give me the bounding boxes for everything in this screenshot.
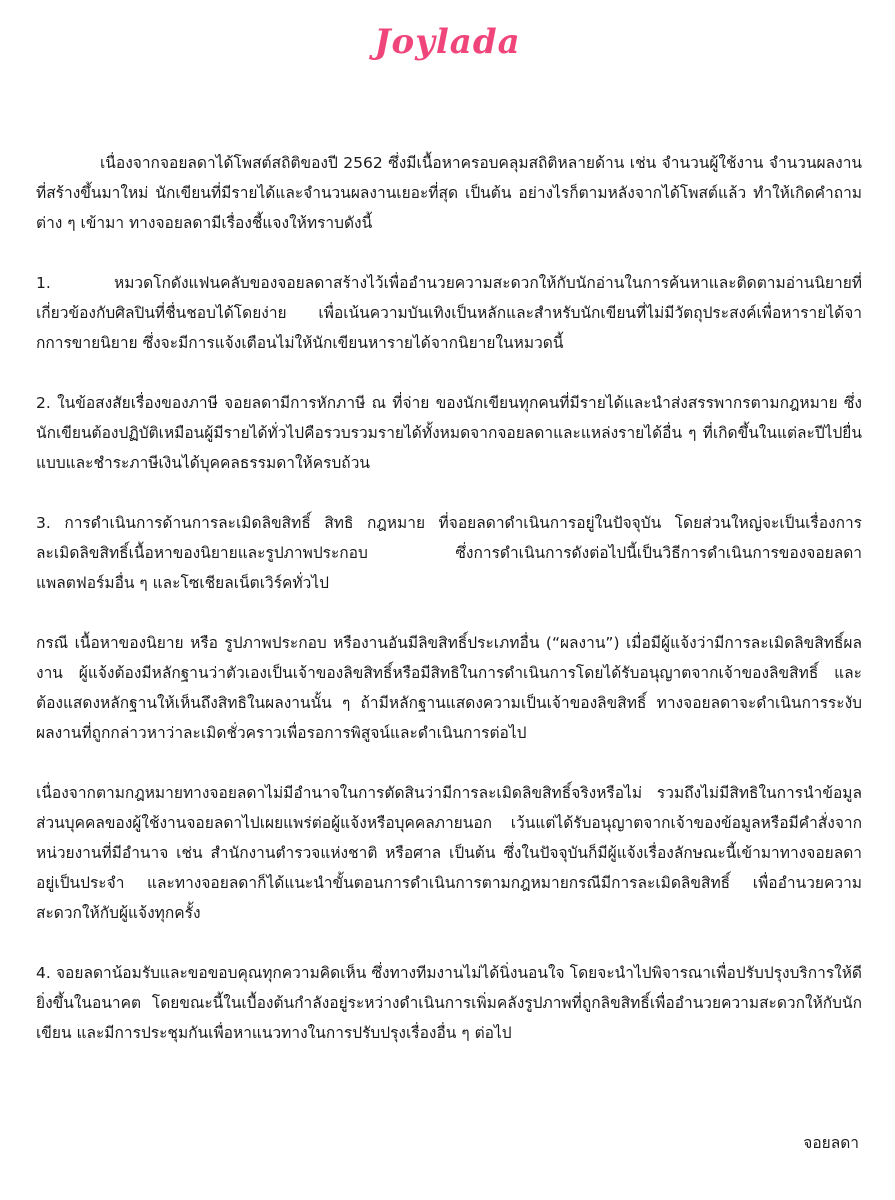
paragraph-item-4: 4. จอยลดาน้อมรับและขอขอบคุณทุกความคิดเห็น ซึ่งทางทีมงานไม่ได้นิ่งนอนใจ โดยจะนำไปพิจารณาเพื่อปรับปรุงบริการให้ดียิ่งขึ้นในอนาคต โดยขณะนี้ในเบื้องต้นกำลังอยู่ระหว่างดำเนินการเพิ่มคลังรูปภาพที่ถูกลิขสิทธิ์เพื่ออำนวยความสะดวกให้กับนักเขียน และมีการประชุมกันเพื่อหาแนวทางในการปรับปรุงเรื่องอื่น ๆ ต่อไป: [36, 964, 862, 1042]
intro-paragraph: เนื่องจากจอยลดาได้โพสต์สถิติของปี 2562 ซึ่งมีเนื้อหาครอบคลุมสถิติหลายด้าน เช่น จำนวนผู้ใช้งาน จำนวนผลงานที่สร้างขึ้นมาใหม่ นักเขียนที่มีรายได้และจำนวนผลงานเยอะที่สุด เป็นต้น อย่างไรก็ตามหลังจากได้โพสต์แล้ว ทำให้เกิดคำถามต่าง ๆ เข้ามา ทางจอยลดามีเรื่องชี้แจงให้ทราบดังนี้: [36, 154, 862, 232]
paragraph-copyright-case: กรณี เนื้อหาของนิยาย หรือ รูปภาพประกอบ หรืองานอันมีลิขสิทธิ์ประเภทอื่น (“ผลงาน”) เมื่อมีผู้แจ้งว่ามีการละเมิดลิขสิทธิ์ผลงาน ผู้แจ้งต้องมีหลักฐานว่าตัวเองเป็นเจ้าของลิขสิทธิ์หรือมีสิทธิในการดำเนินการโดยได้รับอนุญาตจากเจ้าของลิขสิทธิ์ และต้องแสดงหลักฐานให้เห็นถึงสิทธิในผลงานนั้น ๆ ถ้ามีหลักฐานแสดงความเป็นเจ้าของลิขสิทธิ์ ทางจอยลดาจะดำเนินการระงับผลงานที่ถูกกล่าวหาว่าละเมิดชั่วคราวเพื่อรอการพิสูจน์และดำเนินการต่อไป: [36, 634, 862, 742]
announcement-body: [36, 148, 862, 1078]
paragraph-item-2: 2. ในข้อสงสัยเรื่องของภาษี จอยลดามีการหักภาษี ณ ที่จ่าย ของนักเขียนทุกคนที่มีรายได้และนำส่งสรรพากรตามกฎหมาย ซึ่งนักเขียนต้องปฏิบัติเหมือนผู้มีรายได้ทั่วไปคือรวบรวมรายได้ทั้งหมดจากจอยลดาและแหล่งรายได้อื่น ๆ ที่เกิดขึ้นในแต่ละปีไปยื่นแบบและชำระภาษีเงินได้บุคคลธรรมดาให้ครบถ้วน: [36, 394, 862, 472]
paragraph-item-1: 1. หมวดโกดังแฟนคลับของจอยลดาสร้างไว้เพื่ออำนวยความสะดวกให้กับนักอ่านในการค้นหาและติดตามอ่านนิยายที่เกี่ยวข้องกับศิลปินที่ชื่นชอบได้โดยง่าย เพื่อเน้นความบันเทิงเป็นหลักและสำหรับนักเขียนที่ไม่มีวัตถุประสงค์เพื่อหารายได้จา กการขายนิยาย ซึ่งจะมีการแจ้งเตือนไม่ให้นักเขียนหารายได้จากนิยายในหมวดนี้: [36, 274, 862, 352]
signature: จอยลดา: [803, 1134, 859, 1152]
paragraph-legal-limits: เนื่องจากตามกฎหมายทางจอยลดาไม่มีอำนาจในการตัดสินว่ามีการละเมิดลิขสิทธิ์จริงหรือไม่ รวมถึงไม่มีสิทธิในการนำข้อมูลส่วนบุคคลของผู้ใช้งานจอยลดาไปเผยแพร่ต่อผู้แจ้งหรือบุคคลภายนอก เว้นแต่ได้รับอนุญาตจากเจ้าของข้อมูลหรือมีคำสั่งจากหน่วยงานที่มีอำนาจ เช่น สำนักงานตำรวจแห่งชาติ หรือศาล เป็นต้น ซึ่งในปัจจุบันก็มีผู้แจ้งเรื่องลักษณะนี้เข้ามาทางจอยลดาอยู่เป็นประจำ และทางจอยลดาก็ได้แนะนำขั้นตอนการดำเนินการตามกฎหมายกรณีมีการละเมิดลิขสิทธิ์ เพื่ออำนวยความสะดวกให้กับผู้แจ้งทุกครั้ง: [36, 784, 862, 922]
joylada-logo: [0, 22, 895, 62]
logo-text: Joylada: [374, 22, 521, 62]
paragraph-item-3: 3. การดำเนินการด้านการละเมิดลิขสิทธิ์ สิทธิ กฎหมาย ที่จอยลดาดำเนินการอยู่ในปัจจุบัน โดยส่วนใหญ่จะเป็นเรื่องการละเมิดลิขสิทธิ์เนื้อหาของนิยายและรูปภาพประกอบ ซึ่งการดำเนินการดังต่อไปนี้เป็นวิธีการดำเนินการของจอยลดา แพลตฟอร์มอื่น ๆ และโซเชียลเน็ตเวิร์คทั่วไป: [36, 514, 862, 592]
